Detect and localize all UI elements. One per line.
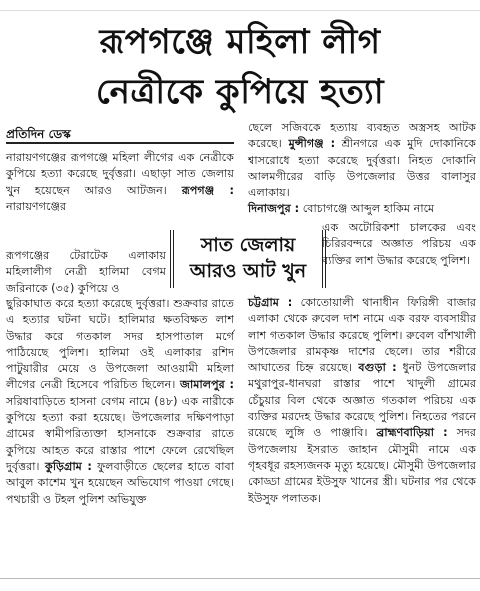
munshiganj-label: মুন্সীগঞ্জ : bbox=[281, 137, 336, 151]
pull-quote-line-2: আরও আট খুন bbox=[189, 260, 307, 282]
jamalpur-text: সরিষাবাড়িতে হাসনা বেগম নামে (৪৮) এক নারীকে কুপিয়ে হত্যা করা হয়েছে। উপজেলার দক্ষিণপাড়া গ্রামের স্বামীপরিত্যক্তা হাসনাকে শুক্রবার রাতে কুপিয়ে আহত করে রাস্তার পাশে ফেলে রেখেছিল দুর্বৃত্তরা। bbox=[6, 394, 234, 473]
munshiganj-text: শ্রীনগরে এক মুদি দোকানিকে শ্বাসরোধে হত্যা করেছে দুর্বৃত্তরা। নিহত দোকানি আলমগীরের বাড়ি উপজেলার উত্তর বালাসুর এলাকায়। bbox=[248, 137, 476, 200]
chattogram-text: কোতোয়ালী থানাধীন ফিরিঙ্গী বাজার এলাকা থেকে রুবেল দাশ নামে এক বরফ ব্যবসায়ীর লাশ গতকাল উদ্ধার করেছে পুলিশ। রুবেল বাঁশখালী উপজেলার রামকৃষ্ণ দাশের ছেলে। তার শরীরে আঘাতের চিহ্ন রয়েছে। bbox=[248, 296, 476, 375]
pull-quote-box bbox=[170, 230, 326, 288]
brahmanbaria-text: সদর উপজেলায় ইসরাত জাহান মৌসুমী নামে এক গৃহবধূর রহস্যজনক মৃত্যু হয়েছে। মৌসুমী উপজেলার কোড্ডা গ্রামের ইউসুফ খানের স্ত্রী। ঘটনার পর থেকে ইউসুফ পলাতক। bbox=[248, 426, 476, 505]
dinajpur-continued: এক অটোরিকশা চালকের এবং চিরিরবন্দরে অজ্ঞাত পরিচয় এক ব্যক্তির লাশ উদ্ধার করেছে পুলিশ। bbox=[322, 221, 476, 267]
left-column-top bbox=[6, 150, 234, 215]
left-column-bottom bbox=[6, 296, 234, 508]
jamalpur-label: জামালপুর : bbox=[175, 378, 234, 392]
bottom-rule bbox=[0, 578, 480, 579]
chattogram-label: চট্টগ্রাম : bbox=[248, 296, 293, 309]
lead-paragraph: নারায়ণগঞ্জের রূপগঞ্জে মহিলা লীগের এক নেত্রীকে কুপিয়ে হত্যা করেছে দুর্বৃত্তরা। এছাড়া সাত জেলায় খুন হয়েছেন আরও আটজন। bbox=[6, 151, 234, 197]
right-column-top bbox=[248, 120, 476, 218]
top-rule bbox=[0, 10, 480, 11]
bogura-text: ধুনট উপজেলার মথুরাপুর-ধানঘরা রাস্তার পাশে খাদুলী গ্রামের চেঁচুয়ার বিল থেকে অজ্ঞাত গতকাল পরিচয় এক ব্যক্তির মরদেহ উদ্ধার করেছে পুলিশ। নিহতের পরনে রয়েছে লুঙ্গি ও পাঞ্জাবি। bbox=[248, 361, 476, 440]
brahmanbaria-label: ব্রাহ্মণবাড়িয়া : bbox=[376, 426, 448, 440]
rupganj-continued: রূপগঞ্জের টেরাটেক এলাকায় মহিলালীগ নেত্রী হালিমা বেগম জরিনাকে (৩৫) কুপিয়ে ও bbox=[6, 249, 166, 295]
rupganj-text: নারায়ণগঞ্জের bbox=[6, 199, 67, 213]
byline-rule bbox=[6, 142, 234, 144]
rupganj-details: ছুরিকাঘাত করে হত্যা করেছে দুর্বৃত্তরা। শুক্রবার রাতে এ হত্যার ঘটনা ঘটে। হালিমার ক্ষতবিক্ষত লাশ উদ্ধার করে গতকাল সদর হাসপাতাল মর্গে পাঠিয়েছে পুলিশ। হালিমা ওই এলাকার রশিদ পাটুয়ারীর মেয়ে ও উপজেলা আওয়ামী মহিলা লীগের নেত্রী হিসেবে পরিচিত ছিলেন। bbox=[6, 297, 234, 392]
kurigram-text: ফুলবাড়ীতে ছেলের হাতে বাবা আবুল কাশেম খুন হয়েছেন অভিযোগ পাওয়া গেছে। পথচারী ও টহল পুলিশ অভিযুক্ত bbox=[6, 459, 234, 506]
bogura-label: বগুড়া : bbox=[352, 361, 397, 375]
left-column-mid bbox=[6, 248, 166, 297]
rupganj-label: রূপগঞ্জ : bbox=[181, 183, 234, 197]
headline-line-2: নেত্রীকে কুপিয়ে হত্যা bbox=[95, 72, 385, 112]
right-column-mid bbox=[322, 220, 476, 269]
dinajpur-label: দিনাজপুর : bbox=[248, 202, 300, 216]
kurigram-continued: ছেলে সজিবকে হত্যায় ব্যবহৃত অস্ত্রসহ আটক করেছে। bbox=[248, 121, 476, 151]
kurigram-label: কুড়িগ্রাম : bbox=[39, 459, 92, 473]
byline: প্রতিদিন ডেস্ক bbox=[6, 127, 71, 141]
right-column-bottom bbox=[248, 295, 476, 507]
pull-quote-line-1: সাত জেলায় bbox=[200, 234, 296, 256]
headline-line-1: রূপগঞ্জে মহিলা লীগ bbox=[99, 22, 381, 62]
dinajpur-text: বোচাগঞ্জে আব্দুল হাকিম নামে bbox=[299, 202, 435, 216]
